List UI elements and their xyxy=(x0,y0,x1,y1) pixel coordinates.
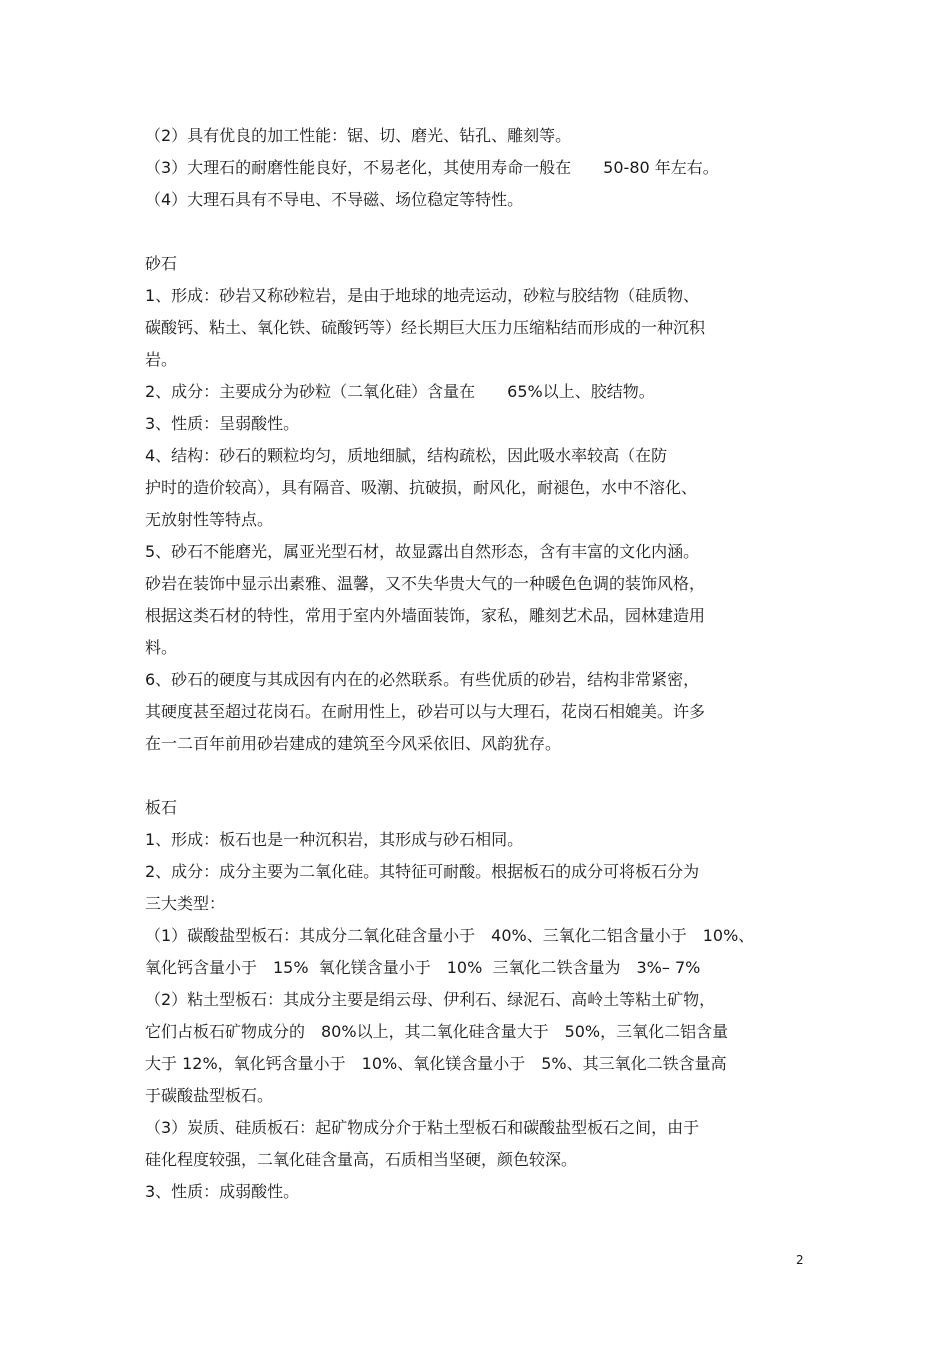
text-line-marble-conductivity: （4）大理石具有不导电、不导磁、场位稳定等特性。 xyxy=(145,190,524,209)
text-line: 砂岩在装饰中显示出素雅、温馨，又不失华贵大气的一种暖色色调的装饰风格， xyxy=(145,574,706,593)
text-line: 根据这类石材的特性，常用于室内外墙面装饰，家私，雕刻艺术品，园林建造用 xyxy=(145,606,706,625)
text-line: （2）粘土型板石：其成分主要是绢云母、伊利石、绿泥石、高岭土等粘土矿物， xyxy=(145,990,716,1009)
text-line: 硅化程度较强，二氧化硅含量高，石质相当坚硬，颜色较深。 xyxy=(145,1150,578,1169)
text-line: 4、结构：砂石的颗粒均匀，质地细腻，结构疏松，因此吸水率较高（在防 xyxy=(145,446,668,465)
text-line: （1）碳酸盐型板石：其成分二氧化硅含量小于 40%、三氧化二铝含量小于 10%、 xyxy=(145,926,755,945)
text-line: 6、砂石的硬度与其成因有内在的必然联系。有些优质的砂岩，结构非常紧密， xyxy=(145,670,700,689)
text-line: 氧化钙含量小于 15% 氧化镁含量小于 10% 三氧化二铁含量为 3%– 7% xyxy=(145,958,701,977)
text-line: （3）炭质、硅质板石：起矿物成分介于粘土型板石和碳酸盐型板石之间，由于 xyxy=(145,1118,700,1137)
text-line: 1、形成：砂岩又称砂粒岩，是由于地球的地壳运动，砂粒与胶结物（硅质物、 xyxy=(145,286,700,305)
text-line: 2、成分：成分主要为二氧化硅。其特征可耐酸。根据板石的成分可将板石分为 xyxy=(145,862,700,881)
text-line: 大于 12%，氧化钙含量小于 10%、氧化镁含量小于 5%、其三氧化二铁含量高 xyxy=(145,1054,727,1073)
text-line: 三大类型： xyxy=(145,894,226,913)
text-line-marble-processing: （2）具有优良的加工性能：锯、切、磨光、钻孔、雕刻等。 xyxy=(145,126,572,145)
text-line: 5、砂石不能磨光，属亚光型石材，故显露出自然形态，含有丰富的文化内涵。 xyxy=(145,542,700,561)
text-line: 3、性质：成弱酸性。 xyxy=(145,1182,300,1201)
text-line: 在一二百年前用砂岩建成的建筑至今风采依旧、风韵犹存。 xyxy=(145,734,562,753)
page-number: 2 xyxy=(796,1253,804,1267)
text-line: 岩。 xyxy=(145,350,178,369)
text-line: 它们占板石矿物成分的 80%以上，其二氧化硅含量大于 50%，三氧化二铝含量 xyxy=(145,1022,729,1041)
text-line: 2、成分：主要成分为砂粒（二氧化硅）含量在 65%以上、胶结物。 xyxy=(145,382,655,401)
text-line: 3、性质：呈弱酸性。 xyxy=(145,414,300,433)
section-heading-slate: 板石 xyxy=(145,798,178,817)
text-line: 于碳酸盐型板石。 xyxy=(145,1086,274,1105)
text-line: 护时的造价较高），具有隔音、吸潮、抗破损，耐风化，耐褪色，水中不溶化、 xyxy=(145,478,698,497)
text-line: 料。 xyxy=(145,638,178,657)
text-line-marble-wear: （3）大理石的耐磨性能良好，不易老化，其使用寿命一般在 50-80 年左右。 xyxy=(145,158,719,177)
section-heading-sandstone: 砂石 xyxy=(145,254,178,273)
text-line: 无放射性等特点。 xyxy=(145,510,274,529)
text-line: 其硬度甚至超过花岗石。在耐用性上，砂岩可以与大理石，花岗石相媲美。许多 xyxy=(145,702,706,721)
text-line: 1、形成：板石也是一种沉积岩，其形成与砂石相同。 xyxy=(145,830,524,849)
text-line: 碳酸钙、粘土、氧化铁、硫酸钙等）经长期巨大压力压缩粘结而形成的一种沉积 xyxy=(145,318,706,337)
